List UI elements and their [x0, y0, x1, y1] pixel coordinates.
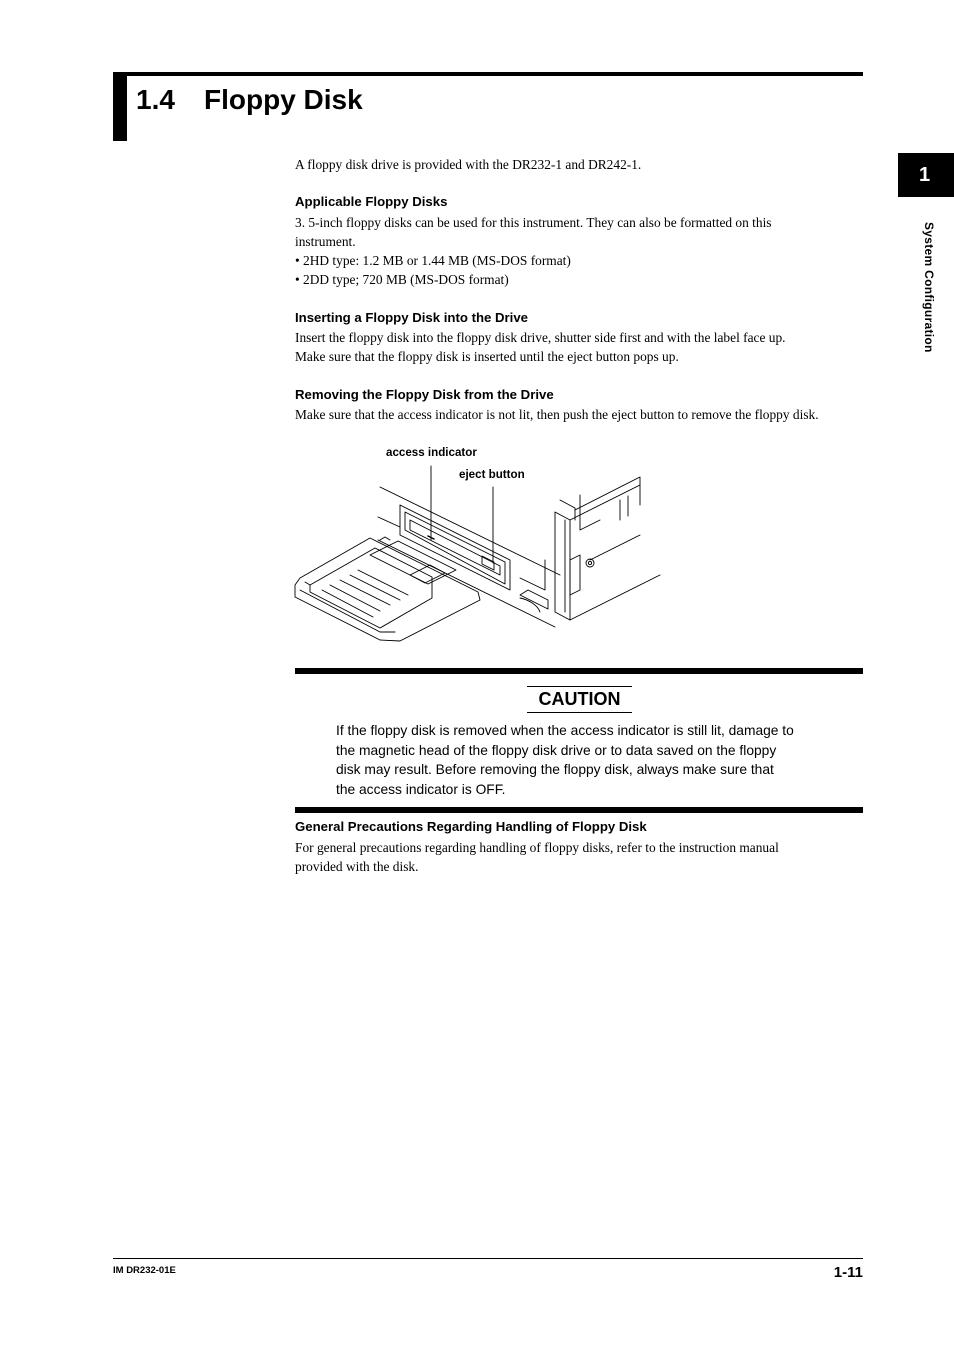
title-top-rule: [127, 72, 863, 76]
heading-applicable-floppy-disks: Applicable Floppy Disks: [295, 194, 448, 209]
caution-text: [336, 721, 836, 799]
heading-inserting-floppy-disk: Inserting a Floppy Disk into the Drive: [295, 310, 529, 325]
caution-top-rule: [295, 668, 863, 674]
chapter-tab-label: System Configuration: [922, 222, 936, 353]
intro-paragraph: A floppy disk drive is provided with the DR232-1 and DR242-1.: [295, 157, 642, 172]
caution-line: the magnetic head of the floppy disk drive or to data saved on the floppy: [336, 742, 777, 758]
bullet-2dd: • 2DD type; 720 MB (MS-DOS format): [295, 272, 509, 287]
label-eject-button: eject button: [459, 468, 525, 481]
section-title: [136, 80, 363, 120]
inserting-text-line-2: Make sure that the floppy disk is inserted until the eject button pops up.: [295, 349, 679, 364]
section-title-text: Floppy Disk: [204, 84, 363, 115]
bullet-2hd: • 2HD type: 1.2 MB or 1.44 MB (MS-DOS format): [295, 253, 571, 268]
title-side-bar: [113, 72, 127, 141]
caution-line: If the floppy disk is removed when the access indicator is still lit, damage to: [336, 723, 794, 738]
floppy-disk: [295, 537, 480, 641]
footer-rule: [113, 1258, 863, 1259]
section-number: 1.4: [136, 84, 175, 115]
heading-general-precautions: General Precautions Regarding Handling of Floppy Disk: [295, 819, 647, 834]
caution-line: the access indicator is OFF.: [336, 781, 506, 797]
footer-doc-id: IM DR232-01E: [113, 1265, 176, 1276]
caution-title: CAUTION: [527, 686, 632, 713]
chapter-tab[interactable]: 1: [898, 153, 954, 197]
general-text-line-2: provided with the disk.: [295, 859, 419, 874]
floppy-drive-illustration: [290, 440, 670, 650]
inserting-text-line-1: Insert the floppy disk into the floppy disk drive, shutter side first and with the label face up.: [295, 330, 786, 345]
heading-removing-floppy-disk: Removing the Floppy Disk from the Drive: [295, 387, 554, 402]
caution-bottom-rule: [295, 807, 863, 813]
applicable-text-line-1: 3. 5-inch floppy disks can be used for this instrument. They can also be formatted on this: [295, 215, 772, 230]
removing-text-line-1: Make sure that the access indicator is not lit, then push the eject button to remove the floppy disk.: [295, 407, 819, 422]
page-number: 1-11: [833, 1264, 863, 1281]
general-text-line-1: For general precautions regarding handling of floppy disks, refer to the instruction manual: [295, 840, 779, 855]
caution-line: disk may result. Before removing the floppy disk, always make sure that: [336, 762, 774, 777]
label-access-indicator: access indicator: [386, 446, 477, 459]
applicable-text-line-2: instrument.: [295, 234, 356, 249]
